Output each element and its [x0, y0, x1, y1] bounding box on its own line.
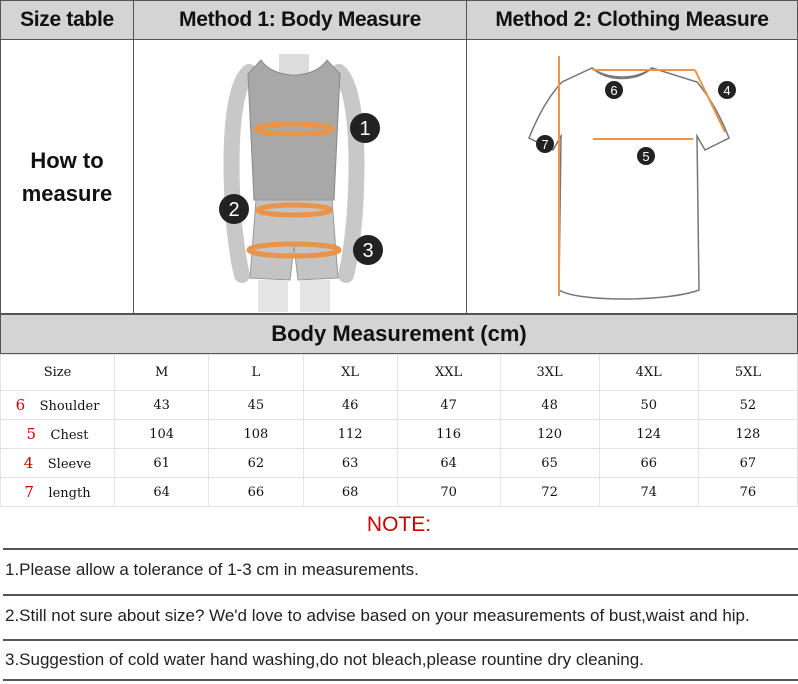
table-cell: 48 — [500, 391, 599, 420]
svg-text:1: 1 — [359, 118, 371, 140]
table-cell: 124 — [599, 420, 698, 449]
row-number: 6 — [15, 396, 26, 414]
svg-text:2: 2 — [228, 199, 240, 221]
row-label — [1, 478, 115, 507]
row-number: 5 — [26, 425, 37, 443]
svg-text:7: 7 — [541, 137, 549, 152]
note-item: 1.Please allow a tolerance of 1-3 cm in measurements. — [3, 548, 798, 590]
table-row — [1, 391, 798, 420]
table-cell: 65 — [500, 449, 599, 478]
table-cell: 112 — [303, 420, 397, 449]
row-label — [1, 391, 115, 420]
table-cell: 67 — [698, 449, 797, 478]
table-cell: 63 — [303, 449, 397, 478]
marker-1-icon — [350, 113, 380, 143]
row-label — [1, 420, 115, 449]
marker-4-icon — [718, 81, 736, 99]
table-cell: 76 — [698, 478, 797, 507]
table-row — [1, 449, 798, 478]
row-number: 4 — [23, 454, 34, 472]
size-XXL: XXL — [397, 355, 500, 391]
size-header-row — [1, 355, 798, 391]
size-table — [0, 354, 798, 507]
row-label — [1, 449, 115, 478]
how-to-measure-label — [0, 40, 134, 314]
table-cell: 52 — [698, 391, 797, 420]
row-label-text: length — [48, 486, 91, 501]
svg-text:4: 4 — [723, 83, 731, 98]
row-number: 7 — [24, 483, 34, 501]
table-row — [1, 420, 798, 449]
size-XL: XL — [303, 355, 397, 391]
marker-3-icon — [353, 235, 383, 265]
svg-text:5: 5 — [642, 149, 650, 164]
size-4XL: 4XL — [599, 355, 698, 391]
size-5XL: 5XL — [698, 355, 797, 391]
table-cell: 74 — [599, 478, 698, 507]
table-cell: 45 — [209, 391, 303, 420]
table-cell: 120 — [500, 420, 599, 449]
table-cell: 50 — [599, 391, 698, 420]
corner-size-label: Size — [1, 355, 115, 391]
table-cell: 46 — [303, 391, 397, 420]
table-row — [1, 478, 798, 507]
table-cell: 68 — [303, 478, 397, 507]
table-cell: 104 — [115, 420, 209, 449]
table-cell: 72 — [500, 478, 599, 507]
tshirt-illustration — [467, 40, 797, 312]
note-title: NOTE: — [366, 513, 432, 536]
table-cell: 47 — [397, 391, 500, 420]
svg-text:3: 3 — [362, 240, 374, 262]
table-cell: 64 — [397, 449, 500, 478]
marker-2-icon — [219, 194, 249, 224]
method2-header: Method 2: Clothing Measure — [466, 0, 798, 40]
body-figure-illustration — [134, 40, 466, 312]
table-cell: 116 — [397, 420, 500, 449]
table-cell: 62 — [209, 449, 303, 478]
row-label-text: Sleeve — [47, 457, 92, 472]
table-cell: 61 — [115, 449, 209, 478]
row-label-text: Chest — [50, 428, 89, 443]
method1-header: Method 1: Body Measure — [133, 0, 467, 40]
marker-7-icon — [536, 135, 554, 153]
note-item: 2.Still not sure about size? We'd love to advise based on your measurements of bust,waist and hip. — [3, 594, 798, 636]
table-cell: 108 — [209, 420, 303, 449]
row-label-text: Shoulder — [39, 399, 100, 414]
note-item: 3.Suggestion of cold water hand washing,do not bleach,please rountine dry cleaning. — [3, 639, 798, 681]
table-cell: 128 — [698, 420, 797, 449]
clothing-measure-illustration — [466, 40, 798, 314]
size-3XL: 3XL — [500, 355, 599, 391]
svg-text:6: 6 — [610, 83, 618, 98]
table-cell: 43 — [115, 391, 209, 420]
table-cell: 66 — [209, 478, 303, 507]
size-table-header: Size table — [0, 0, 134, 40]
table-cell: 66 — [599, 449, 698, 478]
table-cell: 70 — [397, 478, 500, 507]
table-cell: 64 — [115, 478, 209, 507]
how-to-line2: measure — [21, 180, 113, 206]
how-to-line1: How to — [30, 147, 104, 173]
marker-6-icon — [605, 81, 623, 99]
section-title: Body Measurement (cm) — [0, 314, 798, 354]
body-measure-illustration — [133, 40, 467, 314]
size-L: L — [209, 355, 303, 391]
marker-5-icon — [637, 147, 655, 165]
size-M: M — [115, 355, 209, 391]
size-guide-header — [0, 0, 798, 314]
